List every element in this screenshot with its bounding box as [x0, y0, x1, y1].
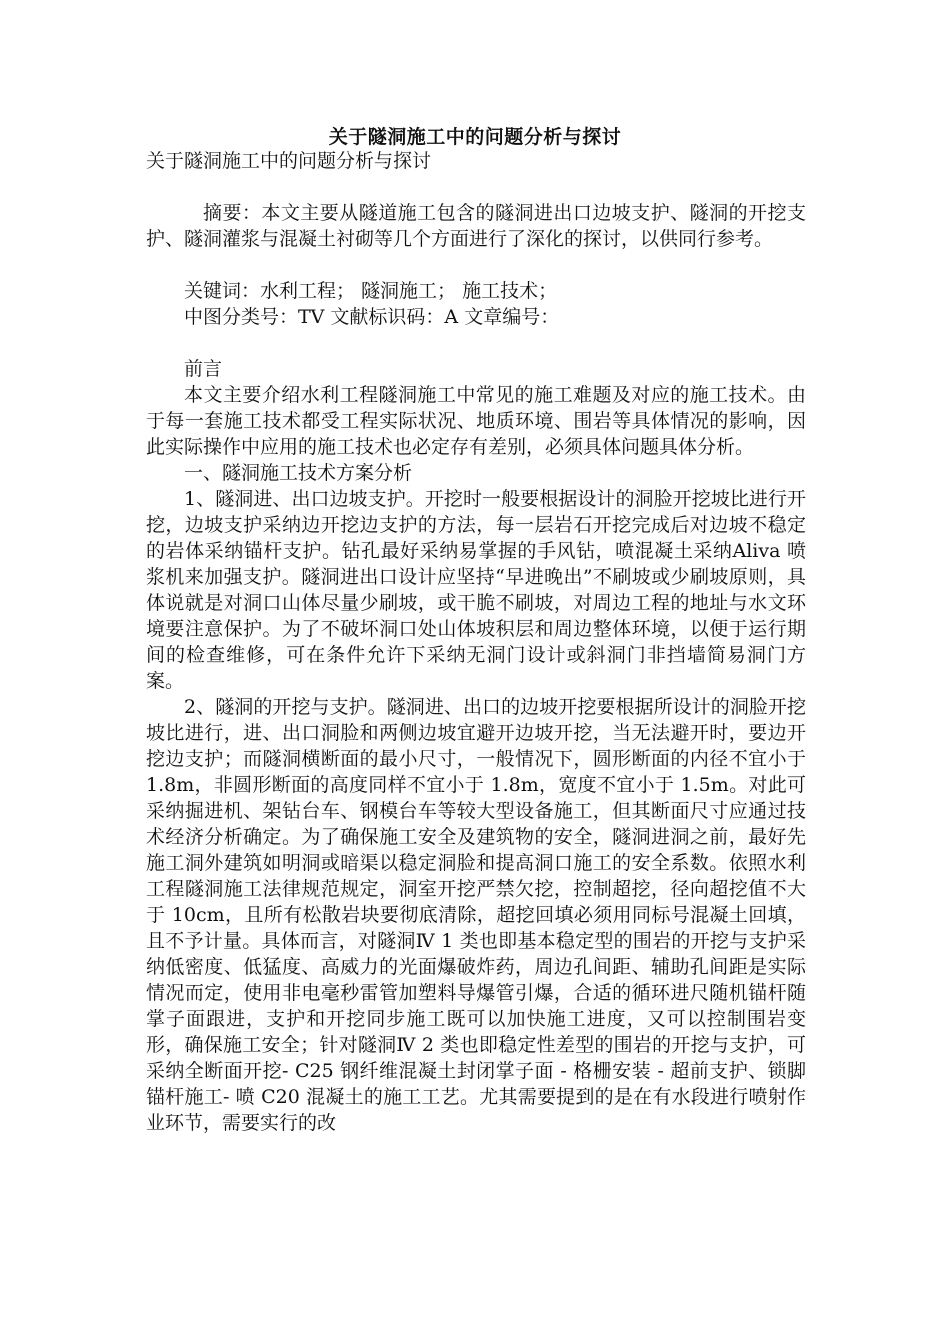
preface-heading: 前言	[184, 358, 223, 380]
keywords-line: 关键词：水利工程； 隧洞施工； 施工技术；	[184, 280, 558, 302]
blank-line	[146, 252, 806, 278]
body-paragraph-2: 2、隧洞的开挖与支护。隧洞进、出口的边坡开挖要根据所设计的洞脸开挖坡比进行，进、出口洞脸和两侧边坡宜避开边坡开挖，当无法避开时，要边开挖边支护；而隧洞横断面的最小尺寸，一般情况下，圆形断面的内径不宜小于 1.8m，非圆形断面的高度同样不宜小于 1.8m，宽度不宜小于 1.5m。对此可采纳掘进机、架钻台车、钢模台车等较大型设备施工，但其断面尺寸应通过技术经济分析确定。为了确保施工安全及建筑物的安全，隧洞进洞之前，最好先施工洞外建筑如明洞或暗渠以稳定洞脸和提高洞口施工的安全系数。依照水利工程隧洞施工法律规范规定，洞室开挖严禁欠挖，控制超挖，径向超挖值不大于 10cm，且所有松散岩块要彻底清除，超挖回填必须用同标号混凝土回填，且不予计量。具体而言，对隧洞Ⅳ 1 类也即基本稳定型的围岩的开挖与支护采纳低密度、低猛度、高威力的光面爆破炸药，周边孔间距、辅助孔间距是实际情况而定，使用非电毫秒雷管加塑料导爆管引爆，合适的循环进尺随机锚杆随掌子面跟进，支护和开挖同步施工既可以加快施工进度，又可以控制围岩变形，确保施工安全；针对隧洞Ⅳ 2 类也即稳定性差型的围岩的开挖与支护，可采纳全断面开挖- C25 钢纤维混凝土封闭掌子面 - 格栅安装 - 超前支护、锁脚锚杆施工- 喷 C20 混凝土的施工工艺。尤其需要提到的是在有水段进行喷射作业环节，需要实行的改	[146, 696, 806, 1134]
section-heading: 一、隧洞施工技术方案分析	[184, 462, 413, 484]
blank-line	[146, 174, 806, 200]
abstract-paragraph: 摘要：本文主要从隧道施工包含的隧洞进出口边坡支护、隧洞的开挖支护、隧洞灌浆与混凝土衬砌等几个方面进行了深化的探讨，以供同行参考。	[146, 202, 806, 250]
preface-paragraph: 本文主要介绍水利工程隧洞施工中常见的施工难题及对应的施工技术。由于每一套施工技术都受工程实际状况、地质环境、围岩等具体情况的影响，因此实际操作中应用的施工技术也必定存有差别，必须具体问题具体分析。	[146, 384, 806, 458]
document-subtitle: 关于隧洞施工中的问题分析与探讨	[146, 150, 432, 172]
document-body	[146, 148, 806, 1136]
blank-line	[146, 330, 806, 356]
body-paragraph-1: 1、隧洞进、出口边坡支护。开挖时一般要根据设计的洞脸开挖坡比进行开挖，边坡支护采纳边开挖边支护的方法，每一层岩石开挖完成后对边坡不稳定的岩体采纳锚杆支护。钻孔最好采纳易掌握的手风钻，喷混凝土采纳Aliva 喷浆机来加强支护。隧洞进出口设计应坚持“早进晚出”不刷坡或少刷坡原则，具体说就是对洞口山体尽量少刷坡，或干脆不刷坡，对周边工程的地址与水文环境要注意保护。为了不破坏洞口处山体坡积层和周边整体环境，以便于运行期间的检查维修，可在条件允许下采纳无洞门设计或斜洞门非挡墙简易洞门方案。	[146, 488, 806, 692]
classification-line: 中图分类号：TV 文献标识码：A 文章编号：	[184, 306, 560, 328]
document-title: 关于隧洞施工中的问题分析与探讨	[328, 126, 622, 148]
